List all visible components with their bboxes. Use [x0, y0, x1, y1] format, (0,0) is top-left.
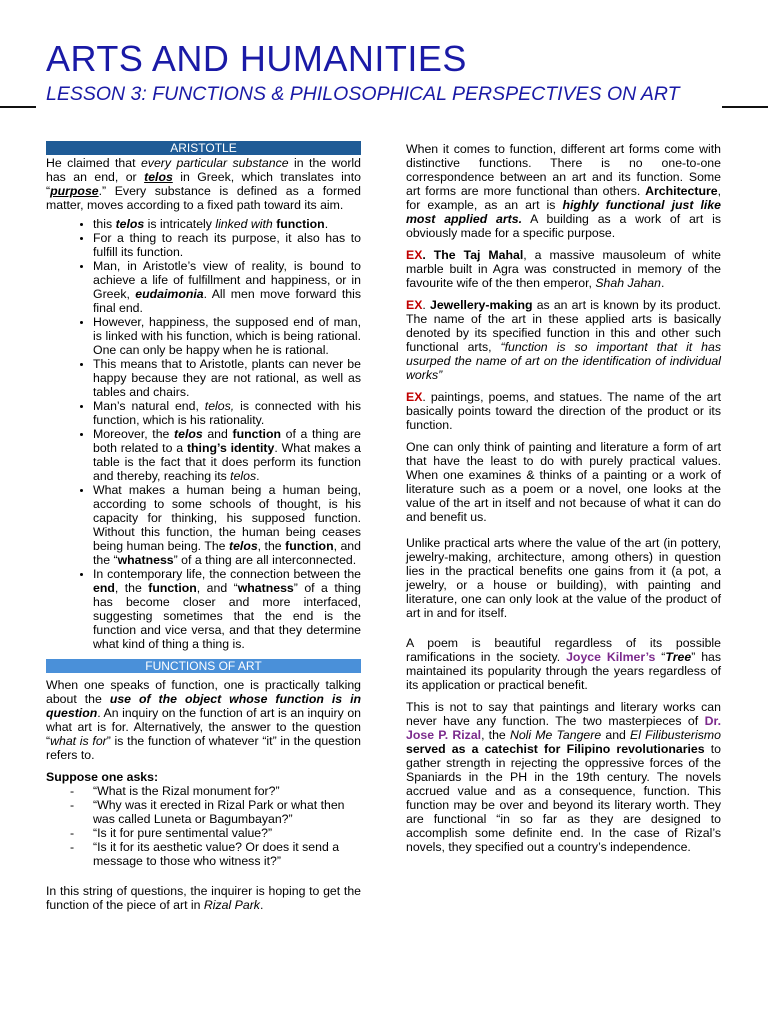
left-column: [46, 141, 361, 912]
aristotle-intro: He claimed that every particular substance in the world has an end, or telos in Greek, which translates into “purpose.” Every substance is defined as a formed matter, moves according to a fixed path toward its aim.: [46, 156, 361, 212]
title-rule-left: [0, 106, 36, 108]
list-item: - “What is the Rizal monument for?”: [70, 784, 280, 798]
list-item: • This means that to Aristotle, plants can never be happy because they are not rational, as well as tables and chairs.: [93, 357, 361, 399]
practical-arts-paragraph: Unlike practical arts where the value of the art (in pottery, jewelry-making, architecture, among others) in question lies in the practical benefits one gains from it (a pot, a jewelry, or a house or building), with painting and literature, one can only look at the value of the product of art in and for itself.: [406, 536, 721, 620]
functions-paragraph: When one speaks of function, one is practically talking about the use of the object whose function is in question. An inquiry on the function of art is an inquiry on what art is for. Alternatively, the answer to the question “what is for” is the function of whatever “it” in the question refers to.: [46, 678, 361, 762]
example-jewellery: EX. Jewellery-making as an art is known by its product. The name of the art in these applied arts is basically denoted by its specified function in this and other such functional arts, “function is so important that it has usurped the name of art on the identification of individual works”: [406, 298, 722, 382]
list-item: • this telos is intricately linked with function.: [93, 217, 361, 231]
suppose-label: Suppose one asks:: [46, 770, 159, 784]
title-rule-right: [722, 106, 768, 108]
page-title: ARTS AND HUMANITIES: [46, 38, 467, 79]
poem-paragraph: A poem is beautiful regardless of its possible ramifications in the society. Joyce Kilmer’s “Tree” has maintained its popularity through the years regardless of its application or practical benefit.: [406, 636, 722, 692]
question-list: [46, 784, 361, 868]
closing-paragraph: In this string of questions, the inquirer is hoping to get the function of the piece of art in Rizal Park.: [46, 884, 361, 912]
list-item: • Man, in Aristotle’s view of reality, is bound to achieve a life of fulfillment and happiness, or in Greek, eudaimonia. All men move forward this final end.: [93, 259, 361, 315]
aristotle-heading: ARISTOTLE: [46, 141, 361, 155]
example-taj-mahal: EX. The Taj Mahal, a massive mausoleum of white marble built in Agra was constructed in memory of the favourite wife of the then emperor, Shah Jahan.: [406, 248, 722, 290]
function-intro-paragraph: When it comes to function, different art forms come with distinctive functions. There is no one-to-one correspondence between an art and its function. Some art forms are more functional than others. Architecture, for example, as an art is highly functional just like most applied arts. A building as a work of art is obviously made for a specific purpose.: [406, 142, 722, 240]
rizal-paragraph: This is not to say that paintings and literary works can never have any function. The two masterpieces of Dr. Jose P. Rizal, the Noli Me Tangere and El Filibusterismo served as a catechist for Filipino revolutionaries to gather strength in rejecting the oppressive forces of the Spaniards in the PH in the 19th century. The novels accrued value and as a consequence, function. This function may be over and beyond its literary worth. They are functional “in so far as they are designed to accomplish some definite end. In the case of Rizal’s novels, they specified out a country’s independence.: [406, 700, 721, 854]
right-column: [406, 142, 721, 854]
painting-literature-paragraph: One can only think of painting and literature a form of art that have the least to do with purely practical values. When one examines & thinks of a painting or a work of literature such as a poem or a novel, one looks at the value of the art in itself and not because of what it can do and benefit us.: [406, 440, 721, 524]
list-item: • However, happiness, the supposed end of man, is linked with his function, which is being rational. One can only be happy when he is rational.: [93, 315, 361, 357]
list-item: - “Is it for its aesthetic value? Or does it send a message to those who witness it?”: [70, 840, 340, 868]
example-paintings: EX. paintings, poems, and statues. The name of the art basically points toward the direction of the product or its function.: [406, 390, 721, 432]
lesson-subtitle: LESSON 3: FUNCTIONS & PHILOSOPHICAL PERSPECTIVES ON ART: [46, 83, 680, 105]
list-item: • What makes a human being a human being, according to some schools of thought, is his capacity for thinking, his supposed function. Without this function, the human being ceases being human being. The telos, the function, and the “whatness” of a thing are all interconnected.: [93, 483, 361, 567]
list-item: • For a thing to reach its purpose, it also has to fulfill its function.: [93, 231, 361, 259]
list-item: - “Why was it erected in Rizal Park or what then was called Luneta or Bagumbayan?”: [70, 798, 345, 826]
list-item: • In contemporary life, the connection between the end, the function, and “whatness” of a thing has become closer and more interfaced, suggesting sometimes that the end is the function and vice versa, and that they determine what kind of thing a thing is.: [93, 567, 361, 651]
list-item: - “Is it for pure sentimental value?”: [70, 826, 273, 840]
functions-of-art-heading: FUNCTIONS OF ART: [46, 659, 361, 673]
aristotle-bullet-list: [46, 217, 361, 651]
list-item: • Moreover, the telos and function of a thing are both related to a thing’s identity. What makes a table is the fact that it does perform its function and thereby, reaching its telos.: [93, 427, 361, 483]
list-item: • Man’s natural end, telos, is connected with his function, which is his rationality.: [93, 399, 361, 427]
